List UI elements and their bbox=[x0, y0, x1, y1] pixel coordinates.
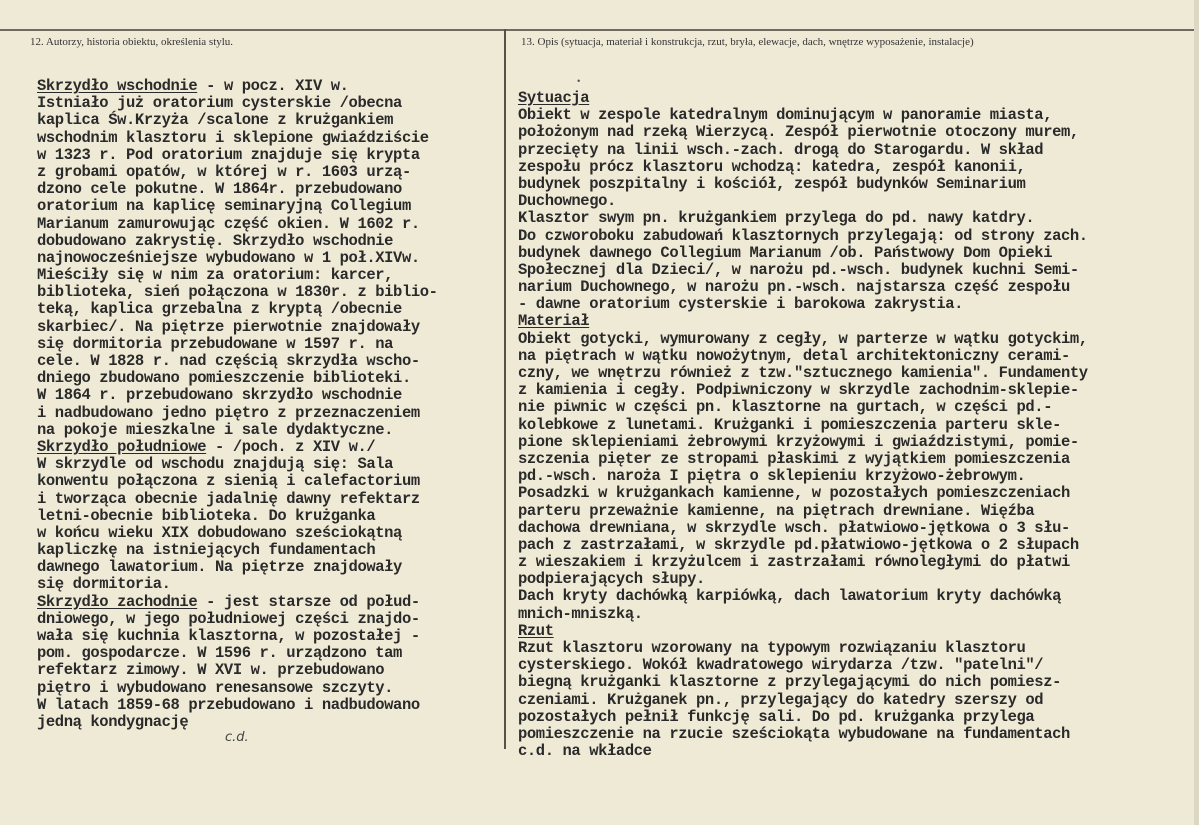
text-line: biegną krużganki klasztorne z przylegającymi do nich pomiesz- bbox=[518, 673, 1061, 692]
text-line: Istniało już oratorium cysterskie /obecna bbox=[37, 94, 402, 113]
text-line: cele. W 1828 r. nad częścią skrzydła wscho- bbox=[37, 352, 420, 370]
text-line: Do czworoboku zabudowań klasztornych przylegają: od strony zach. bbox=[518, 226, 1088, 245]
text-line: teką, kaplica grzebalna z kryptą /obecnie bbox=[37, 300, 402, 319]
handwritten-note: c.d. bbox=[225, 730, 249, 745]
ink-speck: • bbox=[576, 77, 582, 87]
text-line: w 1323 r. Pod oratorium znajduje się krypta bbox=[37, 145, 420, 164]
text-line: pom. gospodarcze. W 1596 r. urządzono tam bbox=[37, 644, 402, 663]
text-line: się dormitoria przebudowane w 1597 r. na bbox=[37, 334, 394, 353]
text-line: Rzut klasztoru wzorowany na typowym rozwiązaniu klasztoru bbox=[518, 639, 1026, 657]
text-line: się dormitoria. bbox=[37, 575, 171, 594]
text-line: konwentu połączona z sienią i calefactorium bbox=[37, 472, 420, 491]
text-line: W 1864 r. przebudowano skrzydło wschodnie bbox=[37, 386, 402, 405]
section-heading-line bbox=[518, 313, 1198, 330]
text-line: dniego zbudowano pomieszczenie biblioteki. bbox=[37, 369, 411, 388]
section-heading-suffix: - w pocz. XIV w. bbox=[197, 77, 349, 95]
section-13-header: 13. Opis (sytuacja, materiał i konstrukcja, rzut, bryła, elewacje, dach, wnętrze wyposażenie, instalacje) bbox=[521, 36, 974, 48]
text-line: dawnego lawatorium. Na piętrze znajdowały bbox=[37, 558, 402, 577]
text-line: dachowa drewniana, w skrzydle wsch. płatwiowo-jętkowa o 3 słu- bbox=[518, 518, 1070, 537]
text-line: pach z zastrzałami, w skrzydle pd.płatwiowo-jętkowa o 2 słupach bbox=[518, 535, 1079, 554]
text-line: budynek poszpitalny i kościół, zespół budynków Seminarium bbox=[518, 174, 1026, 193]
text-line: Mieściły się w nim za oratorium: karcer, bbox=[37, 266, 394, 285]
text-line: parteru przeważnie kamienne, na piętrach drewniane. Więźba bbox=[518, 501, 1035, 520]
text-line: letni-obecnie biblioteka. Do krużganka bbox=[37, 506, 376, 525]
section-heading: Sytuacja bbox=[518, 89, 590, 107]
section-heading: Skrzydło zachodnie bbox=[37, 592, 198, 611]
text-line: i nadbudowano jedno piętro z przeznaczeniem bbox=[37, 403, 420, 422]
description-column bbox=[518, 90, 1198, 760]
section-heading-line bbox=[37, 439, 507, 456]
section-12-header: 12. Autorzy, historia obiektu, określenia stylu. bbox=[30, 36, 234, 48]
section-heading: Rzut bbox=[518, 621, 554, 640]
text-line: Klasztor swym pn. krużgankiem przylega do pd. nawy katdry. bbox=[518, 209, 1035, 228]
text-line: pione sklepieniami żebrowymi krzyżowymi i gwiaździstymi, pomie- bbox=[518, 432, 1079, 451]
text-line: jedną kondygnację bbox=[37, 712, 189, 731]
section-heading-line bbox=[518, 90, 1198, 107]
section-heading-suffix: - jest starsze od połud- bbox=[197, 592, 420, 611]
text-line: Obiekt w zespole katedralnym dominującym w panoramie miasta, bbox=[518, 106, 1053, 125]
history-column bbox=[37, 78, 507, 731]
text-line: piętro i wybudowano renesansowe szczyty. bbox=[37, 678, 394, 697]
text-line: W skrzydle od wschodu znajdują się: Sala bbox=[37, 455, 394, 474]
section-heading: Skrzydło wschodnie bbox=[37, 77, 198, 95]
text-line: dzono cele pokutne. W 1864r. przebudowano bbox=[37, 180, 402, 199]
text-line: dniowego, w jego południowej części znajdo- bbox=[37, 609, 420, 628]
text-line: pd.-wsch. naroża I piętra o sklepieniu krzyżowo-żebrowym. bbox=[518, 467, 1026, 486]
text-line: Dach kryty dachówką karpiówką, dach lawatorium kryty dachówką bbox=[518, 587, 1061, 606]
section-heading-line bbox=[37, 594, 507, 611]
text-line: przecięty na linii wsch.-zach. drogą do Starogardu. W skład bbox=[518, 140, 1044, 159]
text-line: narium Duchownego, w narożu pn.-wsch. najstarsza część zespołu bbox=[518, 278, 1070, 297]
text-line: szczenia pięter ze stropami płaskimi z wyjątkiem pomieszczenia bbox=[518, 449, 1070, 468]
text-line: pozostałych pełnił funkcję sali. Do pd. krużganka przylega bbox=[518, 707, 1035, 726]
text-line: czeniami. Krużganek pn., przylegający do katedry szerszy od bbox=[518, 690, 1044, 709]
text-line: cysterskiego. Wokół kwadratowego wirydarza /tzw. "patelni"/ bbox=[518, 656, 1044, 675]
text-line: zespołu prócz klasztoru wchodzą: katedra, zespół kanonii, bbox=[518, 157, 1026, 176]
text-line: z kamienia i cegły. Podpiwniczony w skrzydle zachodnim-sklepie- bbox=[518, 381, 1079, 400]
text-line: nie piwnic w części pn. klasztorne na gurtach, w części pd.- bbox=[518, 398, 1053, 417]
text-line: pomieszczenie na rzucie sześciokąta wybudowane na fundamentach bbox=[518, 724, 1070, 743]
text-line: na piętrach w wątku nowożytnym, detal architektoniczny cerami- bbox=[518, 346, 1070, 365]
text-line: oratorium na kaplicę seminaryjną Collegium bbox=[37, 197, 411, 216]
text-line: Obiekt gotycki, wymurowany z cegły, w parterze w wątku gotyckim, bbox=[518, 329, 1088, 348]
text-line: czny, we wnętrzu również z tzw."sztucznego kamienia". Fundamenty bbox=[518, 364, 1088, 382]
text-line: wschodnim klasztoru i sklepione gwiaździście bbox=[37, 128, 429, 147]
text-line: kapliczkę na istniejących fundamentach bbox=[37, 541, 376, 560]
text-line: Posadzki w krużgankach kamienne, w pozostałych pomieszczeniach bbox=[518, 484, 1070, 503]
text-line: W latach 1859-68 przebudowano i nadbudowano bbox=[37, 695, 420, 714]
section-heading: Materiał bbox=[518, 312, 590, 331]
text-line: i tworząca obecnie jadalnię dawny refektarz bbox=[37, 489, 420, 508]
text-line: dobudowano zakrystię. Skrzydło wschodnie bbox=[37, 231, 394, 250]
text-line: budynek dawnego Collegium Marianum /ob. Państwowy Dom Opieki bbox=[518, 243, 1053, 262]
section-heading: Skrzydło południowe bbox=[37, 437, 207, 456]
text-line: kolebkowe z lunetami. Krużganki i pomieszczenia parteru skle- bbox=[518, 415, 1061, 434]
section-heading-line bbox=[37, 78, 507, 95]
text-line: podpierających słupy. bbox=[518, 570, 705, 589]
text-line: najnowocześniejsze wybudowano w 1 poł.XIVw. bbox=[37, 248, 420, 267]
text-line: położonym nad rzeką Wierzycą. Zespół pierwotnie otoczony murem, bbox=[518, 123, 1079, 142]
text-line: Duchownego. bbox=[518, 192, 616, 211]
text-line: skarbiec/. Na piętrze pierwotnie znajdowały bbox=[37, 317, 420, 336]
text-line: Marianum zamurowując część okien. W 1602 r. bbox=[37, 214, 420, 233]
text-line: refektarz zimowy. W XVI w. przebudowano bbox=[37, 661, 385, 680]
text-line: w końcu wieku XIX dobudowano sześciokątną bbox=[37, 523, 402, 542]
text-line: na pokoje mieszkalne i sale dydaktyczne. bbox=[37, 420, 394, 439]
text-line: c.d. na wkładce bbox=[518, 742, 652, 761]
text-line: kaplica Św.Krzyża /scalone z krużgankiem bbox=[37, 111, 394, 130]
text-line: wała się kuchnia klasztorna, w pozostałej - bbox=[37, 627, 420, 645]
section-heading-suffix: - /poch. z XIV w./ bbox=[206, 437, 376, 456]
header-divider bbox=[0, 29, 1199, 31]
text-line: - dawne oratorium cysterskie i barokowa zakrystia. bbox=[518, 295, 964, 314]
text-line: z wieszakiem i krzyżulcem i zastrzałami równoległymi do płatwi bbox=[518, 553, 1070, 572]
text-line: Społecznej dla Dzieci/, w narożu pd.-wsch. budynek kuchni Semi- bbox=[518, 260, 1079, 279]
section-heading-line bbox=[518, 623, 1198, 640]
text-line: mnich-mniszką. bbox=[518, 604, 643, 623]
text-line: biblioteka, sień połączona w 1830r. z biblio- bbox=[37, 283, 438, 302]
text-line: z grobami opatów, w której w r. 1603 urzą- bbox=[37, 162, 411, 181]
